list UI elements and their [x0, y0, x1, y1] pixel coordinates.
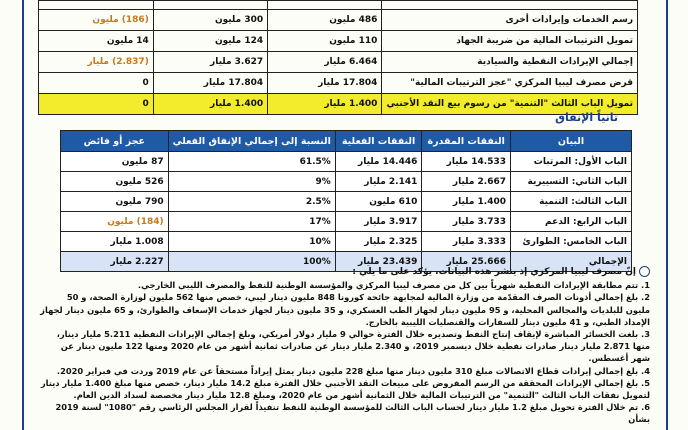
deficit-surplus: 2.227 مليار: [61, 252, 169, 272]
row-label: إجمالي الإيرادات النفطية والسيادية: [382, 52, 638, 73]
note-item: 3. بلغت الخسائر المباشرة لإيقاف إنتاج النفط وتصديره خلال الفترة حوالي 9 مليار دولار أمريكي، وبلغ إجمالي الإيرادات النفطية 5.211 مليار دينار، منها 2.871 مليار دينار صادرات نفطية خلال ديسمبر 2019، و 2.340 مليار دينار عن صادرات ثمانية أشهر من عام 2020 ومنها 122 مليون دينار عن شهر أغسطس.: [56, 329, 650, 364]
note-item: 1. تتم مطابقة الإيرادات النفطية شهرياً بين كل من مصرف ليبيا المركزي والمؤسسة الوطنية للنفط والمصرف الليبي الخارجي.: [137, 280, 650, 291]
row-label: الباب الثالث: التنمية: [511, 192, 632, 212]
actual-value: 486 مليون: [268, 10, 382, 31]
share-percent: 10%: [168, 232, 335, 252]
actual-spend: 2.141 مليار: [335, 172, 422, 192]
column-header: النسبة إلى إجمالي الإنفاق الفعلي: [168, 131, 335, 152]
spending-table: [60, 130, 632, 272]
note-item: 2. بلغ إجمالي أذونات الصرف المقدّمة من وزارة المالية لمجابهة جائحة كورونا 848 مليون دينار ليبي، خصص منها 562 مليون لوزارة الصحة، و 50 مليون للبلديات والمجالس المحلية، و 95 مليون دينار لجهاز الطب العسكري، و 35 مليون دينار لجهاز خدمات الإسعاف والطوارئ، و 65 مليون دينار لجهاز الإمداد الطبي، و 41 مليون دينار للسفارات والقنصليات الليبية بالخارج.: [40, 292, 650, 327]
table-row: [39, 31, 638, 52]
row-label: الباب الخامس: الطوارئ: [511, 232, 632, 252]
difference-value: 0: [39, 73, 154, 94]
actual-spend: 2.325 مليار: [335, 232, 422, 252]
row-label: الباب الرابع: الدعم: [511, 212, 632, 232]
actual-value: [268, 1, 382, 10]
table-row: [61, 232, 632, 252]
column-header: النفقات المقدرة: [422, 131, 511, 152]
estimated-spend: 3.333 مليار: [422, 232, 511, 252]
difference-value: 14 مليون: [39, 31, 154, 52]
estimate-value: 1.400 مليار: [153, 94, 267, 115]
estimate-value: 124 مليون: [153, 31, 267, 52]
row-label: الباب الأول: المرتبات: [511, 152, 632, 172]
difference-value: [39, 1, 154, 10]
actual-spend: 610 مليون: [335, 192, 422, 212]
deficit-surplus: 1.008 مليار: [61, 232, 169, 252]
row-label: رسم الخدمات وإيرادات أخرى: [382, 10, 638, 31]
table-row: [61, 172, 632, 192]
row-label: الباب الثاني: التسييرية: [511, 172, 632, 192]
share-percent: 61.5%: [168, 152, 335, 172]
deficit-surplus: (184) مليون: [61, 212, 169, 232]
spending-table-header: [61, 131, 632, 152]
deficit-surplus: 526 مليون: [61, 172, 169, 192]
column-header: البيان: [511, 131, 632, 152]
table-row: [39, 52, 638, 73]
actual-value: 110 مليون: [268, 31, 382, 52]
table-row: [39, 94, 638, 115]
deficit-surplus: 87 مليون: [61, 152, 169, 172]
difference-value: 0: [39, 94, 154, 115]
actual-spend: 3.917 مليار: [335, 212, 422, 232]
column-header: النفقات الفعلية: [335, 131, 422, 152]
actual-spend: 23.439 مليار: [335, 252, 422, 272]
estimated-spend: 14.533 مليار: [422, 152, 511, 172]
actual-value: 6.464 مليار: [268, 52, 382, 73]
revenue-table: [38, 0, 638, 115]
column-header: عجز أو فائض: [61, 131, 169, 152]
actual-spend: 14.446 مليار: [335, 152, 422, 172]
row-label: [382, 1, 638, 10]
table-row: [39, 73, 638, 94]
note-item: 4. بلغ إجمالي إيرادات قطاع الاتصالات مبلغ 310 مليون دينار منها مبلغ 228 مليون دينار يمثل إيراداً مستحقاً عن عام 2019 وردت في فبراير 2020.: [56, 365, 650, 376]
difference-value: (2.837) مليار: [39, 52, 154, 73]
difference-value: (186) مليون: [39, 10, 154, 31]
actual-value: 1.400 مليار: [268, 94, 382, 115]
table-row: [61, 192, 632, 212]
table-row: [61, 152, 632, 172]
row-label: تمويل الباب الثالث "التنمية" من رسوم بيع النقد الأجنبي: [382, 94, 638, 115]
bullet-circle-icon: [639, 266, 650, 277]
estimate-value: 300 مليون: [153, 10, 267, 31]
row-label: الإجمالي: [511, 252, 632, 272]
table-row: [39, 1, 638, 10]
actual-value: 17.804 مليار: [268, 73, 382, 94]
notes-list: [40, 279, 650, 425]
table-row: [61, 212, 632, 232]
row-label: تمويل الترتيبات المالية من ضريبة الجهاد: [382, 31, 638, 52]
notes-heading: إنّ مصرف ليبيا المركزي إذ ينشر هذه البيانات، يؤكد على ما يلي :: [40, 266, 650, 278]
row-label: قرض مصرف ليبيا المركزي "عجز الترتيبات المالية": [382, 73, 638, 94]
share-percent: 17%: [168, 212, 335, 232]
section-title-spending: ثانياً الإنفاق: [555, 111, 618, 124]
estimate-value: 17.804 مليار: [153, 73, 267, 94]
share-percent: 100%: [168, 252, 335, 272]
estimate-value: 3.627 مليار: [153, 52, 267, 73]
table-row: [39, 10, 638, 31]
share-percent: 9%: [168, 172, 335, 192]
share-percent: 2.5%: [168, 192, 335, 212]
note-item: 6. تم خلال الفترة تحويل مبلغ 1.2 مليار دينار لحساب الباب الثالث للمؤسسة الوطنية للنفط تنفيذاً لقرار المجلس الرئاسي رقم "1080" لسنة 2019 بشأن: [55, 402, 650, 425]
estimated-spend: 2.667 مليار: [422, 172, 511, 192]
estimate-value: [153, 1, 267, 10]
estimated-spend: 25.666 مليار: [422, 252, 511, 272]
deficit-surplus: 790 مليون: [61, 192, 169, 212]
note-item: 5. بلغ إجمالي الإيرادات المحققة من الرسم المفروض على مبيعات النقد الأجنبي خلال الفترة مبلغ 14.2 مليار دينار، خصص منها مبلغ 1.400 مليار دينار لتمويل نفقات الباب الثالث "التنمية" من الترتيبات المالية خلال الثمانية أشهر من عام 2020، ومبلغ 12.8 مليار دينار مخصصة لسداد الدين العام.: [40, 377, 650, 401]
estimated-spend: 1.400 مليار: [422, 192, 511, 212]
estimated-spend: 3.733 مليار: [422, 212, 511, 232]
notes-section: [40, 266, 650, 426]
